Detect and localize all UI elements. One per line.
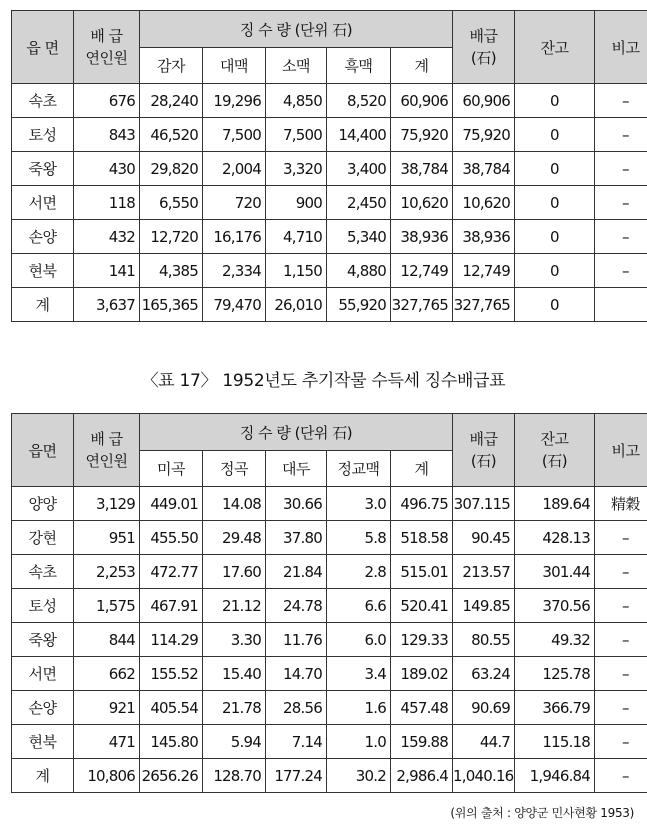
total-cell: 75,920 (391, 118, 453, 152)
total-cell: 520.41 (391, 589, 453, 623)
remark-cell: – (595, 521, 647, 555)
crop-header: 감자 (140, 48, 203, 84)
table-row (12, 759, 647, 793)
total-cell: 159.88 (391, 725, 453, 759)
balance-header: 잔고 (石) (515, 414, 595, 487)
remark-cell: – (595, 691, 647, 725)
table-2-header-row-1 (12, 414, 647, 451)
total-cell: 457.48 (391, 691, 453, 725)
crop-value-cell: 5.8 (327, 521, 391, 555)
allocation-cell: 44.7 (453, 725, 515, 759)
persons-cell: 662 (74, 657, 140, 691)
table-row (12, 555, 647, 589)
persons-cell: 1,575 (74, 589, 140, 623)
crop-value-cell: 12,720 (140, 220, 203, 254)
region-cell: 손양 (12, 220, 74, 254)
table-caption: 〈표 17〉 1952년도 추기작물 수득세 징수배급표 (141, 371, 506, 391)
crop-value-cell: 7,500 (203, 118, 266, 152)
total-cell: 10,620 (391, 186, 453, 220)
balance-cell: 115.18 (515, 725, 595, 759)
balance-header: 잔고 (515, 11, 595, 84)
remark-cell: – (595, 759, 647, 793)
crop-value-cell: 14,400 (327, 118, 391, 152)
crop-value-cell: 16,176 (203, 220, 266, 254)
crop-value-cell: 15.40 (203, 657, 266, 691)
allocation-cell: 80.55 (453, 623, 515, 657)
remark-cell: – (595, 254, 647, 288)
crop-header: 계 (391, 48, 453, 84)
persons-cell: 2,253 (74, 555, 140, 589)
crop-header: 계 (391, 451, 453, 487)
crop-value-cell: 28.56 (266, 691, 327, 725)
table-row (12, 118, 647, 152)
remark-cell: – (595, 118, 647, 152)
remark-cell: – (595, 657, 647, 691)
region-cell: 계 (12, 759, 74, 793)
allocation-persons-header: 배 급 연인원 (74, 414, 140, 487)
allocation-header: 배급 (石) (453, 414, 515, 487)
crop-header: 정교맥 (327, 451, 391, 487)
crop-value-cell: 2,334 (203, 254, 266, 288)
persons-cell: 951 (74, 521, 140, 555)
crop-value-cell: 3,320 (266, 152, 327, 186)
allocation-cell: 213.57 (453, 555, 515, 589)
crop-value-cell: 165,365 (140, 288, 203, 322)
total-cell: 496.75 (391, 487, 453, 521)
remark-cell: – (595, 220, 647, 254)
balance-cell: 0 (515, 288, 595, 322)
crop-value-cell: 19,296 (203, 84, 266, 118)
persons-cell: 118 (74, 186, 140, 220)
remark-cell: – (595, 589, 647, 623)
crop-value-cell: 30.2 (327, 759, 391, 793)
balance-cell: 0 (515, 152, 595, 186)
table-row (12, 186, 647, 220)
region-cell: 계 (12, 288, 74, 322)
persons-cell: 432 (74, 220, 140, 254)
persons-cell: 471 (74, 725, 140, 759)
remark-cell (595, 288, 647, 322)
region-cell: 서면 (12, 186, 74, 220)
crop-value-cell: 2,450 (327, 186, 391, 220)
region-cell: 서면 (12, 657, 74, 691)
crop-value-cell: 6.6 (327, 589, 391, 623)
remark-cell: – (595, 84, 647, 118)
table-row (12, 220, 647, 254)
crop-value-cell: 2656.26 (140, 759, 203, 793)
balance-cell: 0 (515, 118, 595, 152)
crop-value-cell: 4,880 (327, 254, 391, 288)
allocation-cell: 1,040.16 (453, 759, 515, 793)
crop-value-cell: 17.60 (203, 555, 266, 589)
total-cell: 60,906 (391, 84, 453, 118)
crop-value-cell: 6,550 (140, 186, 203, 220)
crop-value-cell: 5,340 (327, 220, 391, 254)
crop-value-cell: 455.50 (140, 521, 203, 555)
allocation-cell: 307.115 (453, 487, 515, 521)
table-2-body (12, 414, 647, 487)
crop-header: 소맥 (266, 48, 327, 84)
region-cell: 토성 (12, 589, 74, 623)
persons-cell: 141 (74, 254, 140, 288)
remark-cell: 精穀 (595, 487, 647, 521)
source-note: (위의 출처 : 양양군 민사현황 1953) (450, 806, 634, 820)
allocation-cell: 60,906 (453, 84, 515, 118)
remark-cell: – (595, 152, 647, 186)
crop-header: 대맥 (203, 48, 266, 84)
table-1-rows (12, 84, 647, 322)
allocation-cell: 38,784 (453, 152, 515, 186)
crop-value-cell: 8,520 (327, 84, 391, 118)
region-cell: 죽왕 (12, 152, 74, 186)
crop-value-cell: 128.70 (203, 759, 266, 793)
region-cell: 속초 (12, 555, 74, 589)
crop-value-cell: 720 (203, 186, 266, 220)
allocation-persons-header: 배 급 연인원 (74, 11, 140, 84)
persons-cell: 3,637 (74, 288, 140, 322)
allocation-cell: 10,620 (453, 186, 515, 220)
allocation-cell: 38,936 (453, 220, 515, 254)
remark-cell: – (595, 186, 647, 220)
balance-cell: 125.78 (515, 657, 595, 691)
crop-value-cell: 3.4 (327, 657, 391, 691)
crop-value-cell: 79,470 (203, 288, 266, 322)
crop-value-cell: 6.0 (327, 623, 391, 657)
balance-cell: 370.56 (515, 589, 595, 623)
crop-header: 정곡 (203, 451, 266, 487)
table-row (12, 254, 647, 288)
crop-value-cell: 11.76 (266, 623, 327, 657)
region-cell: 현북 (12, 254, 74, 288)
persons-cell: 843 (74, 118, 140, 152)
region-cell: 죽왕 (12, 623, 74, 657)
total-cell: 327,765 (391, 288, 453, 322)
balance-cell: 0 (515, 220, 595, 254)
crop-value-cell: 3.30 (203, 623, 266, 657)
crop-value-cell: 405.54 (140, 691, 203, 725)
table-row (12, 691, 647, 725)
allocation-cell: 75,920 (453, 118, 515, 152)
crop-value-cell: 177.24 (266, 759, 327, 793)
crop-value-cell: 14.70 (266, 657, 327, 691)
crop-value-cell: 1,150 (266, 254, 327, 288)
crop-value-cell: 29,820 (140, 152, 203, 186)
crop-value-cell: 4,850 (266, 84, 327, 118)
allocation-cell: 327,765 (453, 288, 515, 322)
table-row (12, 288, 647, 322)
crop-value-cell: 1.0 (327, 725, 391, 759)
crop-value-cell: 7,500 (266, 118, 327, 152)
persons-cell: 10,806 (74, 759, 140, 793)
crop-value-cell: 21.78 (203, 691, 266, 725)
remarks-header: 비고 (595, 11, 647, 84)
total-cell: 189.02 (391, 657, 453, 691)
remarks-header: 비고 (595, 414, 647, 487)
remark-cell: – (595, 623, 647, 657)
table-row (12, 521, 647, 555)
crop-value-cell: 21.12 (203, 589, 266, 623)
total-cell: 515.01 (391, 555, 453, 589)
balance-cell: 301.44 (515, 555, 595, 589)
region-cell: 강현 (12, 521, 74, 555)
balance-cell: 49.32 (515, 623, 595, 657)
collection-group-header: 징 수 량 (단위 石) (140, 414, 453, 451)
allocation-cell: 90.69 (453, 691, 515, 725)
collection-table-2 (11, 413, 647, 793)
persons-cell: 921 (74, 691, 140, 725)
crop-value-cell: 3,400 (327, 152, 391, 186)
table-row (12, 487, 647, 521)
crop-value-cell: 114.29 (140, 623, 203, 657)
crop-value-cell: 4,385 (140, 254, 203, 288)
region-cell: 토성 (12, 118, 74, 152)
crop-header: 흑맥 (327, 48, 391, 84)
crop-value-cell: 2,004 (203, 152, 266, 186)
total-cell: 518.58 (391, 521, 453, 555)
allocation-cell: 12,749 (453, 254, 515, 288)
persons-cell: 3,129 (74, 487, 140, 521)
total-cell: 38,936 (391, 220, 453, 254)
crop-value-cell: 449.01 (140, 487, 203, 521)
crop-value-cell: 3.0 (327, 487, 391, 521)
allocation-cell: 63.24 (453, 657, 515, 691)
table-row (12, 589, 647, 623)
crop-value-cell: 24.78 (266, 589, 327, 623)
table-row (12, 152, 647, 186)
balance-cell: 0 (515, 84, 595, 118)
remark-cell: – (595, 555, 647, 589)
crop-value-cell: 7.14 (266, 725, 327, 759)
region-cell: 속초 (12, 84, 74, 118)
table-2-rows (12, 487, 647, 793)
table-row (12, 725, 647, 759)
table-row (12, 84, 647, 118)
table-row (12, 623, 647, 657)
crop-value-cell: 472.77 (140, 555, 203, 589)
crop-value-cell: 4,710 (266, 220, 327, 254)
crop-value-cell: 900 (266, 186, 327, 220)
total-cell: 129.33 (391, 623, 453, 657)
table-1-header-row-1 (12, 11, 647, 48)
region-header: 읍면 (12, 414, 74, 487)
allocation-cell: 90.45 (453, 521, 515, 555)
table-row (12, 657, 647, 691)
balance-cell: 0 (515, 186, 595, 220)
region-header: 읍 면 (12, 11, 74, 84)
crop-value-cell: 30.66 (266, 487, 327, 521)
collection-table-1 (11, 10, 647, 322)
crop-value-cell: 1.6 (327, 691, 391, 725)
total-cell: 38,784 (391, 152, 453, 186)
total-cell: 12,749 (391, 254, 453, 288)
persons-cell: 430 (74, 152, 140, 186)
balance-cell: 0 (515, 254, 595, 288)
crop-value-cell: 28,240 (140, 84, 203, 118)
crop-value-cell: 2.8 (327, 555, 391, 589)
crop-value-cell: 37.80 (266, 521, 327, 555)
crop-value-cell: 145.80 (140, 725, 203, 759)
balance-cell: 189.64 (515, 487, 595, 521)
balance-cell: 428.13 (515, 521, 595, 555)
allocation-cell: 149.85 (453, 589, 515, 623)
region-cell: 현북 (12, 725, 74, 759)
crop-value-cell: 29.48 (203, 521, 266, 555)
persons-cell: 676 (74, 84, 140, 118)
crop-value-cell: 5.94 (203, 725, 266, 759)
balance-cell: 1,946.84 (515, 759, 595, 793)
allocation-header: 배급 (石) (453, 11, 515, 84)
crop-value-cell: 55,920 (327, 288, 391, 322)
table-1-body (12, 11, 647, 84)
region-cell: 양양 (12, 487, 74, 521)
balance-cell: 366.79 (515, 691, 595, 725)
crop-value-cell: 46,520 (140, 118, 203, 152)
persons-cell: 844 (74, 623, 140, 657)
crop-header: 대두 (266, 451, 327, 487)
crop-value-cell: 467.91 (140, 589, 203, 623)
remark-cell: – (595, 725, 647, 759)
crop-header: 미곡 (140, 451, 203, 487)
crop-value-cell: 155.52 (140, 657, 203, 691)
crop-value-cell: 21.84 (266, 555, 327, 589)
region-cell: 손양 (12, 691, 74, 725)
crop-value-cell: 26,010 (266, 288, 327, 322)
crop-value-cell: 14.08 (203, 487, 266, 521)
total-cell: 2,986.4 (391, 759, 453, 793)
collection-group-header: 징 수 량 (단위 石) (140, 11, 453, 48)
